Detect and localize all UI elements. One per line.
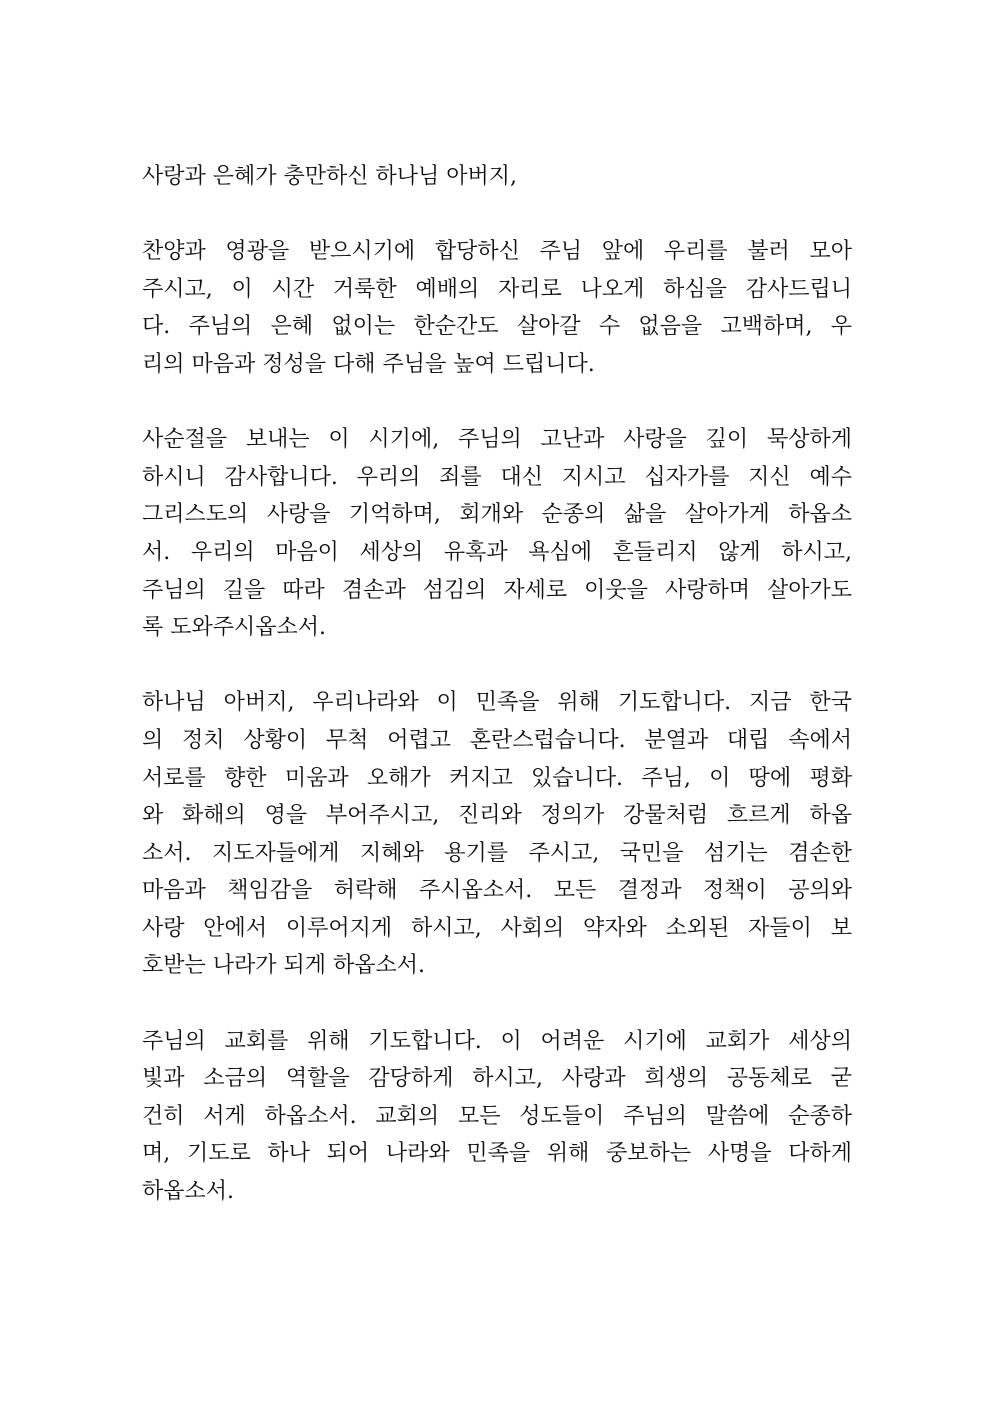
text-line: 그리스도의 사랑을 기억하며, 회개와 순종의 삶을 살아가게 하옵소: [142, 502, 852, 528]
paragraph-nation: [142, 684, 852, 985]
paragraph-church: [142, 1023, 852, 1211]
text-line: 다. 주님의 은혜 없이는 한순간도 살아갈 수 없음을 고백하며, 우: [142, 314, 852, 340]
paragraph-thanksgiving: [142, 233, 852, 383]
text-line: 주님의 교회를 위해 기도합니다. 이 어려운 시기에 교회가 세상의: [142, 1028, 852, 1054]
text-line: 의 정치 상황이 무척 어렵고 혼란스럽습니다. 분열과 대립 속에서: [142, 727, 852, 753]
text-line: 와 화해의 영을 부어주시고, 진리와 정의가 강물처럼 흐르게 하옵: [142, 803, 852, 829]
text-line: 하옵소서.: [142, 1179, 235, 1205]
text-line: 사랑 안에서 이루어지게 하시고, 사회의 약자와 소외된 자들이 보: [142, 915, 852, 941]
text-line: 주시고, 이 시간 거룩한 예배의 자리로 나오게 하심을 감사드립니: [142, 276, 852, 302]
text-line: 마음과 책임감을 허락해 주시옵소서. 모든 결정과 정책이 공의와: [142, 878, 852, 904]
text-line: 건히 서게 하옵소서. 교회의 모든 성도들이 주님의 말씀에 순종하: [142, 1103, 852, 1129]
text-line: 서. 우리의 마음이 세상의 유혹과 욕심에 흔들리지 않게 하시고,: [142, 539, 852, 565]
text-line: 호받는 나라가 되게 하옵소서.: [142, 953, 425, 979]
text-line: 소서. 지도자들에게 지혜와 용기를 주시고, 국민을 섬기는 겸손한: [142, 840, 852, 866]
text-line: 하시니 감사합니다. 우리의 죄를 대신 지시고 십자가를 지신 예수: [142, 464, 852, 490]
document-body: [142, 158, 852, 1248]
text-line: 리의 마음과 정성을 다해 주님을 높여 드립니다.: [142, 351, 595, 377]
text-line: 하나님 아버지, 우리나라와 이 민족을 위해 기도합니다. 지금 한국: [142, 690, 852, 716]
greeting-line: 사랑과 은혜가 충만하신 하나님 아버지,: [142, 164, 517, 189]
text-line: 며, 기도로 하나 되어 나라와 민족을 위해 중보하는 사명을 다하게: [142, 1141, 852, 1167]
greeting-paragraph: [142, 158, 852, 196]
text-line: 주님의 길을 따라 겸손과 섬김의 자세로 이웃을 사랑하며 살아가도: [142, 577, 852, 603]
text-line: 사순절을 보내는 이 시기에, 주님의 고난과 사랑을 깊이 묵상하게: [142, 427, 852, 453]
text-line: 빛과 소금의 역할을 감당하게 하시고, 사랑과 희생의 공동체로 굳: [142, 1066, 852, 1092]
text-line: 서로를 향한 미움과 오해가 커지고 있습니다. 주님, 이 땅에 평화: [142, 765, 852, 791]
paragraph-lent: [142, 421, 852, 647]
text-line: 찬양과 영광을 받으시기에 합당하신 주님 앞에 우리를 불러 모아: [142, 239, 852, 265]
text-line: 록 도와주시옵소서.: [142, 615, 327, 641]
